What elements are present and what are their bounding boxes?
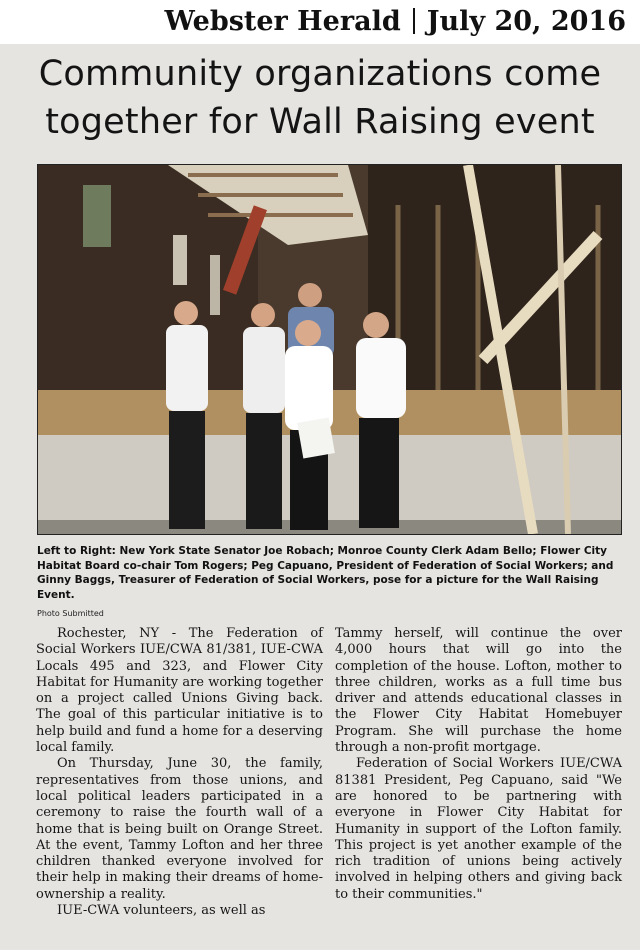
masthead: [0, 0, 640, 44]
paragraph: Federation of Social Workers IUE/CWA 81381 President, Peg Capuano, said "We are honored to be partnering with everyone in Flower City Habitat for Humanity in support of the Lofton family. This project is yet another example of the rich tradition of unions being actively involved in helping others and giving back to their communities.": [335, 756, 622, 902]
headline-line-2: together for Wall Raising event: [45, 102, 595, 142]
paragraph: On Thursday, June 30, the family, representatives from those unions, and local political leaders participated in a ceremony to raise the fourth wall of a home that is being built on Orange Street. At the event, Tammy Lofton and her three children thanked everyone involved for their help in making their dreams of home-ownership a reality.: [36, 756, 323, 902]
photo-illustration: [38, 165, 621, 534]
paper-name: Webster Herald: [164, 6, 401, 37]
photo-credit: Photo Submitted: [37, 609, 104, 618]
group-photo: [37, 164, 622, 535]
photo-caption: Left to Right: New York State Senator Joe Robach; Monroe County Clerk Adam Bello; Flower City Habitat Board co-chair Tom Rogers; Peg Capuano, President of Federation of Social Workers; and Ginny Baggs, Treasurer of Federation of Social Workers, pose for a picture for the Wall Raising Event.: [37, 545, 614, 601]
masthead-divider: [413, 8, 415, 34]
paragraph: Tammy herself, will continue the over 4,000 hours that will go into the completion of the house. Lofton, mother to three children, works as a full time bus driver and attends educational classes in the Flower City Habitat Homebuyer Program. She will purchase the home through a non-profit mortgage.: [335, 626, 622, 756]
paragraph: IUE-CWA volunteers, as well as: [57, 903, 266, 919]
headline-line-1: Community organizations come: [38, 54, 602, 94]
article-column-right: [335, 626, 622, 903]
issue-date: July 20, 2016: [426, 6, 626, 37]
article-column-left: [36, 626, 323, 919]
newspaper-clipping: [0, 44, 640, 950]
headline: [10, 50, 630, 146]
paragraph: Rochester, NY - The Federation of Social Workers IUE/CWA 81/381, IUE-CWA Locals 495 and 323, and Flower City Habitat for Humanity are working together on a project called Unions Giving back. The goal of this particular initiative is to help build and fund a home for a deserving local family.: [36, 626, 323, 756]
